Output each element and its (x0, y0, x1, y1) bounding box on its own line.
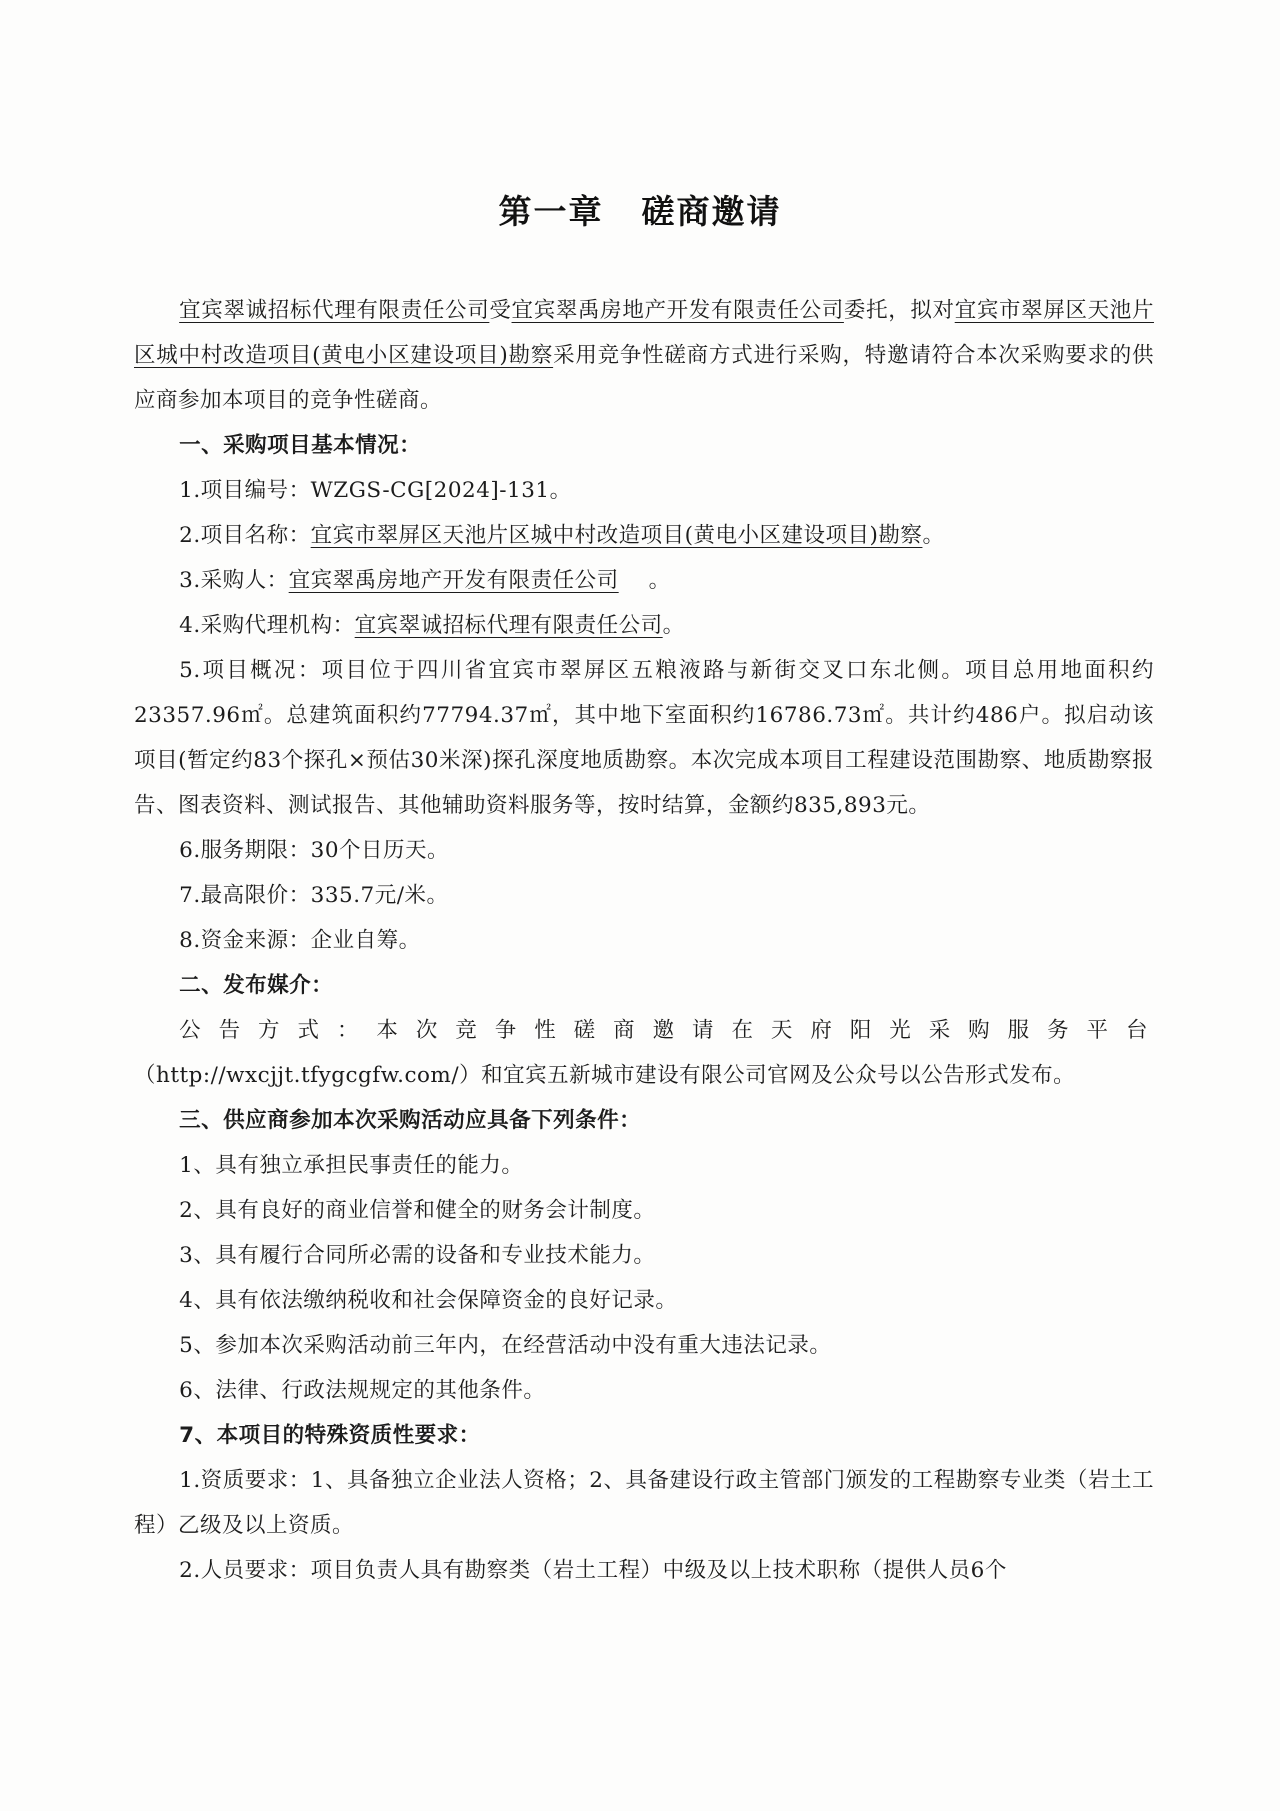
condition-item: 2、具有良好的商业信誉和健全的财务会计制度。 (179, 1198, 656, 1223)
document-body (134, 288, 1154, 1593)
section2-heading: 二、发布媒介： (179, 973, 334, 998)
condition-item: 3、具有履行合同所必需的设备和专业技术能力。 (179, 1243, 656, 1268)
section3-heading: 三、供应商参加本次采购活动应具备下列条件： (179, 1108, 642, 1133)
condition-item: 6、法律、行政法规规定的其他条件。 (179, 1378, 546, 1403)
purchaser-name: 宜宾翠禹房地产开发有限责任公司 (511, 298, 844, 323)
section1-heading: 一、采购项目基本情况： (179, 433, 422, 458)
condition-item: 1、具有独立承担民事责任的能力。 (179, 1153, 524, 1178)
chapter-title (0, 186, 1280, 233)
chapter-name: 磋商邀请 (641, 192, 782, 231)
fund-source: 8.资金来源：企业自筹。 (179, 928, 421, 953)
service-period: 6.服务期限：30个日历天。 (179, 838, 450, 863)
project-number: 1.项目编号：WZGS-CG[2024]-131。 (179, 478, 572, 503)
publish-media: 公告方式：本次竞争性磋商邀请在天府阳光采购服务平台（http://wxcjjt.tfygcgfw.com/）和宜宾五新城市建设有限公司官网及公众号以公告形式发布。 (134, 1018, 1154, 1088)
intro-paragraph: 宜宾翠诚招标代理有限责任公司受宜宾翠禹房地产开发有限责任公司委托，拟对宜宾市翠屏区天池片区城中村改造项目(黄电小区建设项目)勘察采用竞争性磋商方式进行采购，特邀请符合本次采购要求的供应商参加本项目的竞争性磋商。 (134, 298, 1154, 413)
qualification-requirement: 1.资质要求：1、具备独立企业法人资格；2、具备建设行政主管部门颁发的工程勘察专业类（岩土工程）乙级及以上资质。 (134, 1468, 1154, 1538)
agency-item: 4.采购代理机构：宜宾翠诚招标代理有限责任公司。 (179, 613, 685, 638)
condition-item: 4、具有依法缴纳税收和社会保障资金的良好记录。 (179, 1288, 678, 1313)
project-name-item: 2.项目名称：宜宾市翠屏区天池片区城中村改造项目(黄电小区建设项目)勘察。 (179, 523, 945, 548)
project-name: 宜宾市翠屏区天池片区城中村改造项目(黄电小区建设项目)勘察 (134, 298, 1154, 368)
condition-item: 5、参加本次采购活动前三年内，在经营活动中没有重大违法记录。 (179, 1333, 832, 1358)
project-overview: 5.项目概况：项目位于四川省宜宾市翠屏区五粮液路与新街交叉口东北侧。项目总用地面积约23357.96㎡。总建筑面积约77794.37㎡，其中地下室面积约16786.73㎡。共计约486户。拟启动该项目(暂定约83个探孔×预估30米深)探孔深度地质勘察。本次完成本项目工程建设范围勘察、地质勘察报告、图表资料、测试报告、其他辅助资料服务等，按时结算，金额约835,893元。 (134, 658, 1154, 818)
agent-name: 宜宾翠诚招标代理有限责任公司 (179, 298, 490, 323)
chapter-number: 第一章 (498, 192, 604, 231)
personnel-requirement: 2.人员要求：项目负责人具有勘察类（岩土工程）中级及以上技术职称（提供人员6个 (179, 1558, 1007, 1583)
price-cap: 7.最高限价：335.7元/米。 (179, 883, 449, 908)
special-requirements-heading: 7、本项目的特殊资质性要求： (179, 1423, 481, 1448)
purchaser-item: 3.采购人：宜宾翠禹房地产开发有限责任公司 。 (179, 568, 671, 593)
